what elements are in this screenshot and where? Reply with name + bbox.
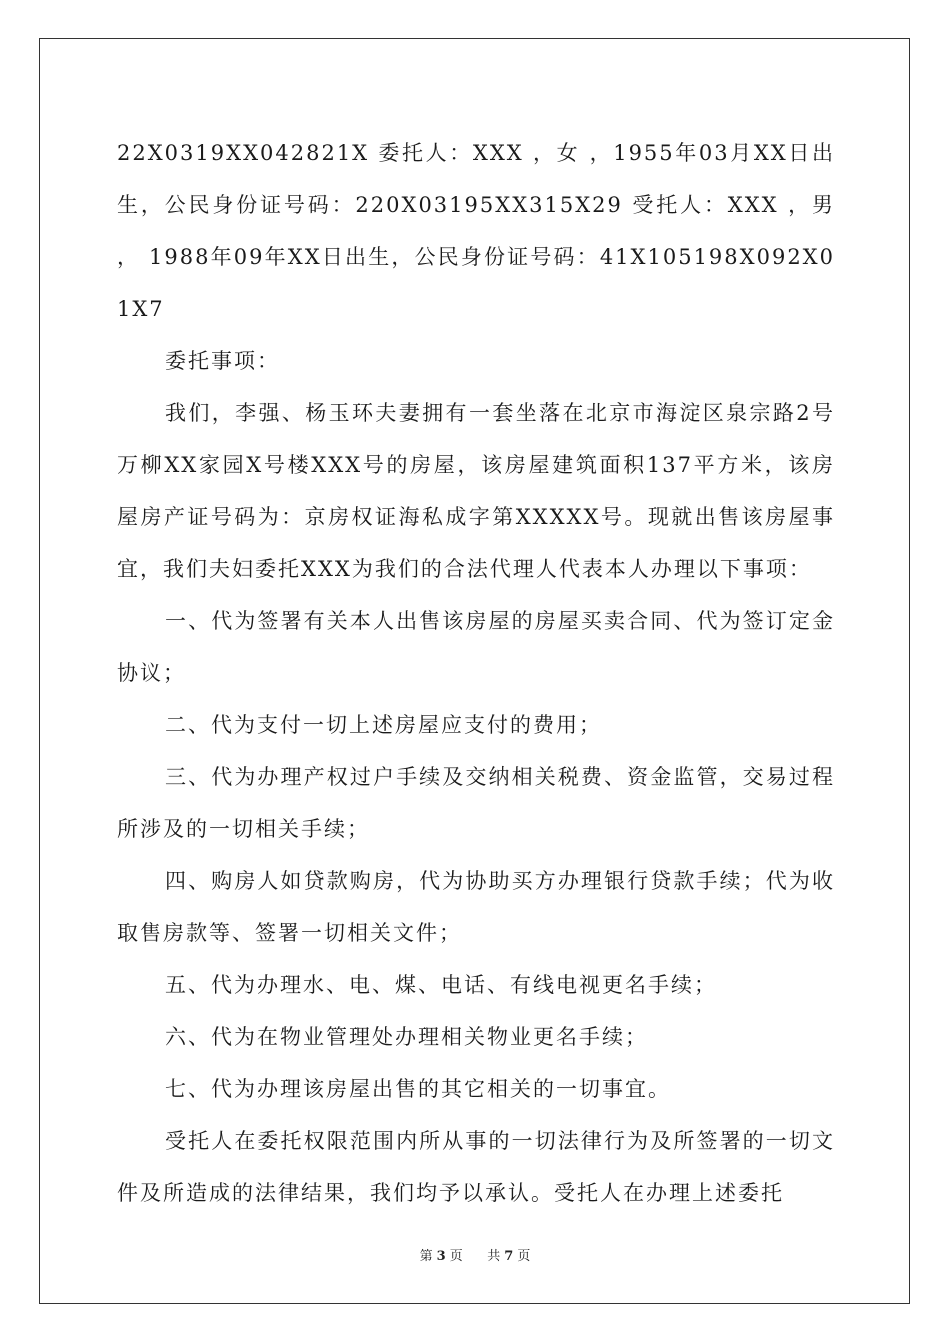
document-body (117, 127, 835, 1219)
page-total: 共 7 页 (487, 1249, 531, 1264)
list-item: 四、购房人如贷款购房，代为协助买方办理银行贷款手续；代为收取售房款等、签署一切相关文件； (117, 869, 835, 945)
list-item: 五、代为办理水、电、煤、电话、有线电视更名手续； (165, 973, 717, 997)
page-number: 第 3 页 (419, 1249, 463, 1264)
section-heading: 委托事项： (165, 349, 280, 373)
list-item: 三、代为办理产权过户手续及交纳相关税费、资金监管，交易过程所涉及的一切相关手续； (117, 765, 835, 841)
list-item: 二、代为支付一切上述房屋应支付的费用； (165, 713, 602, 737)
list-item: 七、代为办理该房屋出售的其它相关的一切事宜。 (165, 1077, 671, 1101)
list-item: 六、代为在物业管理处办理相关物业更名手续； (165, 1025, 648, 1049)
closing-paragraph: 受托人在委托权限范围内所从事的一切法律行为及所签署的一切文件及所造成的法律结果，我们均予以承认。受托人在办理上述委托 (117, 1129, 835, 1205)
list-item: 一、代为签署有关本人出售该房屋的房屋买卖合同、代为签订定金协议； (117, 609, 835, 685)
party-info-paragraph: 22X0319XX042821X 委托人：XXX ，女 ，1955年03月XX日出生，公民身份证号码：220X03195XX315X29 受托人：XXX ，男 ， 1988年09年XX日出生，公民身份证号码：41X105198X092X01X7 (117, 141, 835, 321)
property-description-paragraph: 我们，李强、杨玉环夫妻拥有一套坐落在北京市海淀区泉宗路2号万柳XX家园X号楼XXX号的房屋，该房屋建筑面积137平方米，该房屋房产证号码为：京房权证海私成字第XXXXX号。现就出售该房屋事宜，我们夫妇委托XXX为我们的合法代理人代表本人办理以下事项： (117, 401, 835, 581)
page-footer (0, 1245, 950, 1264)
